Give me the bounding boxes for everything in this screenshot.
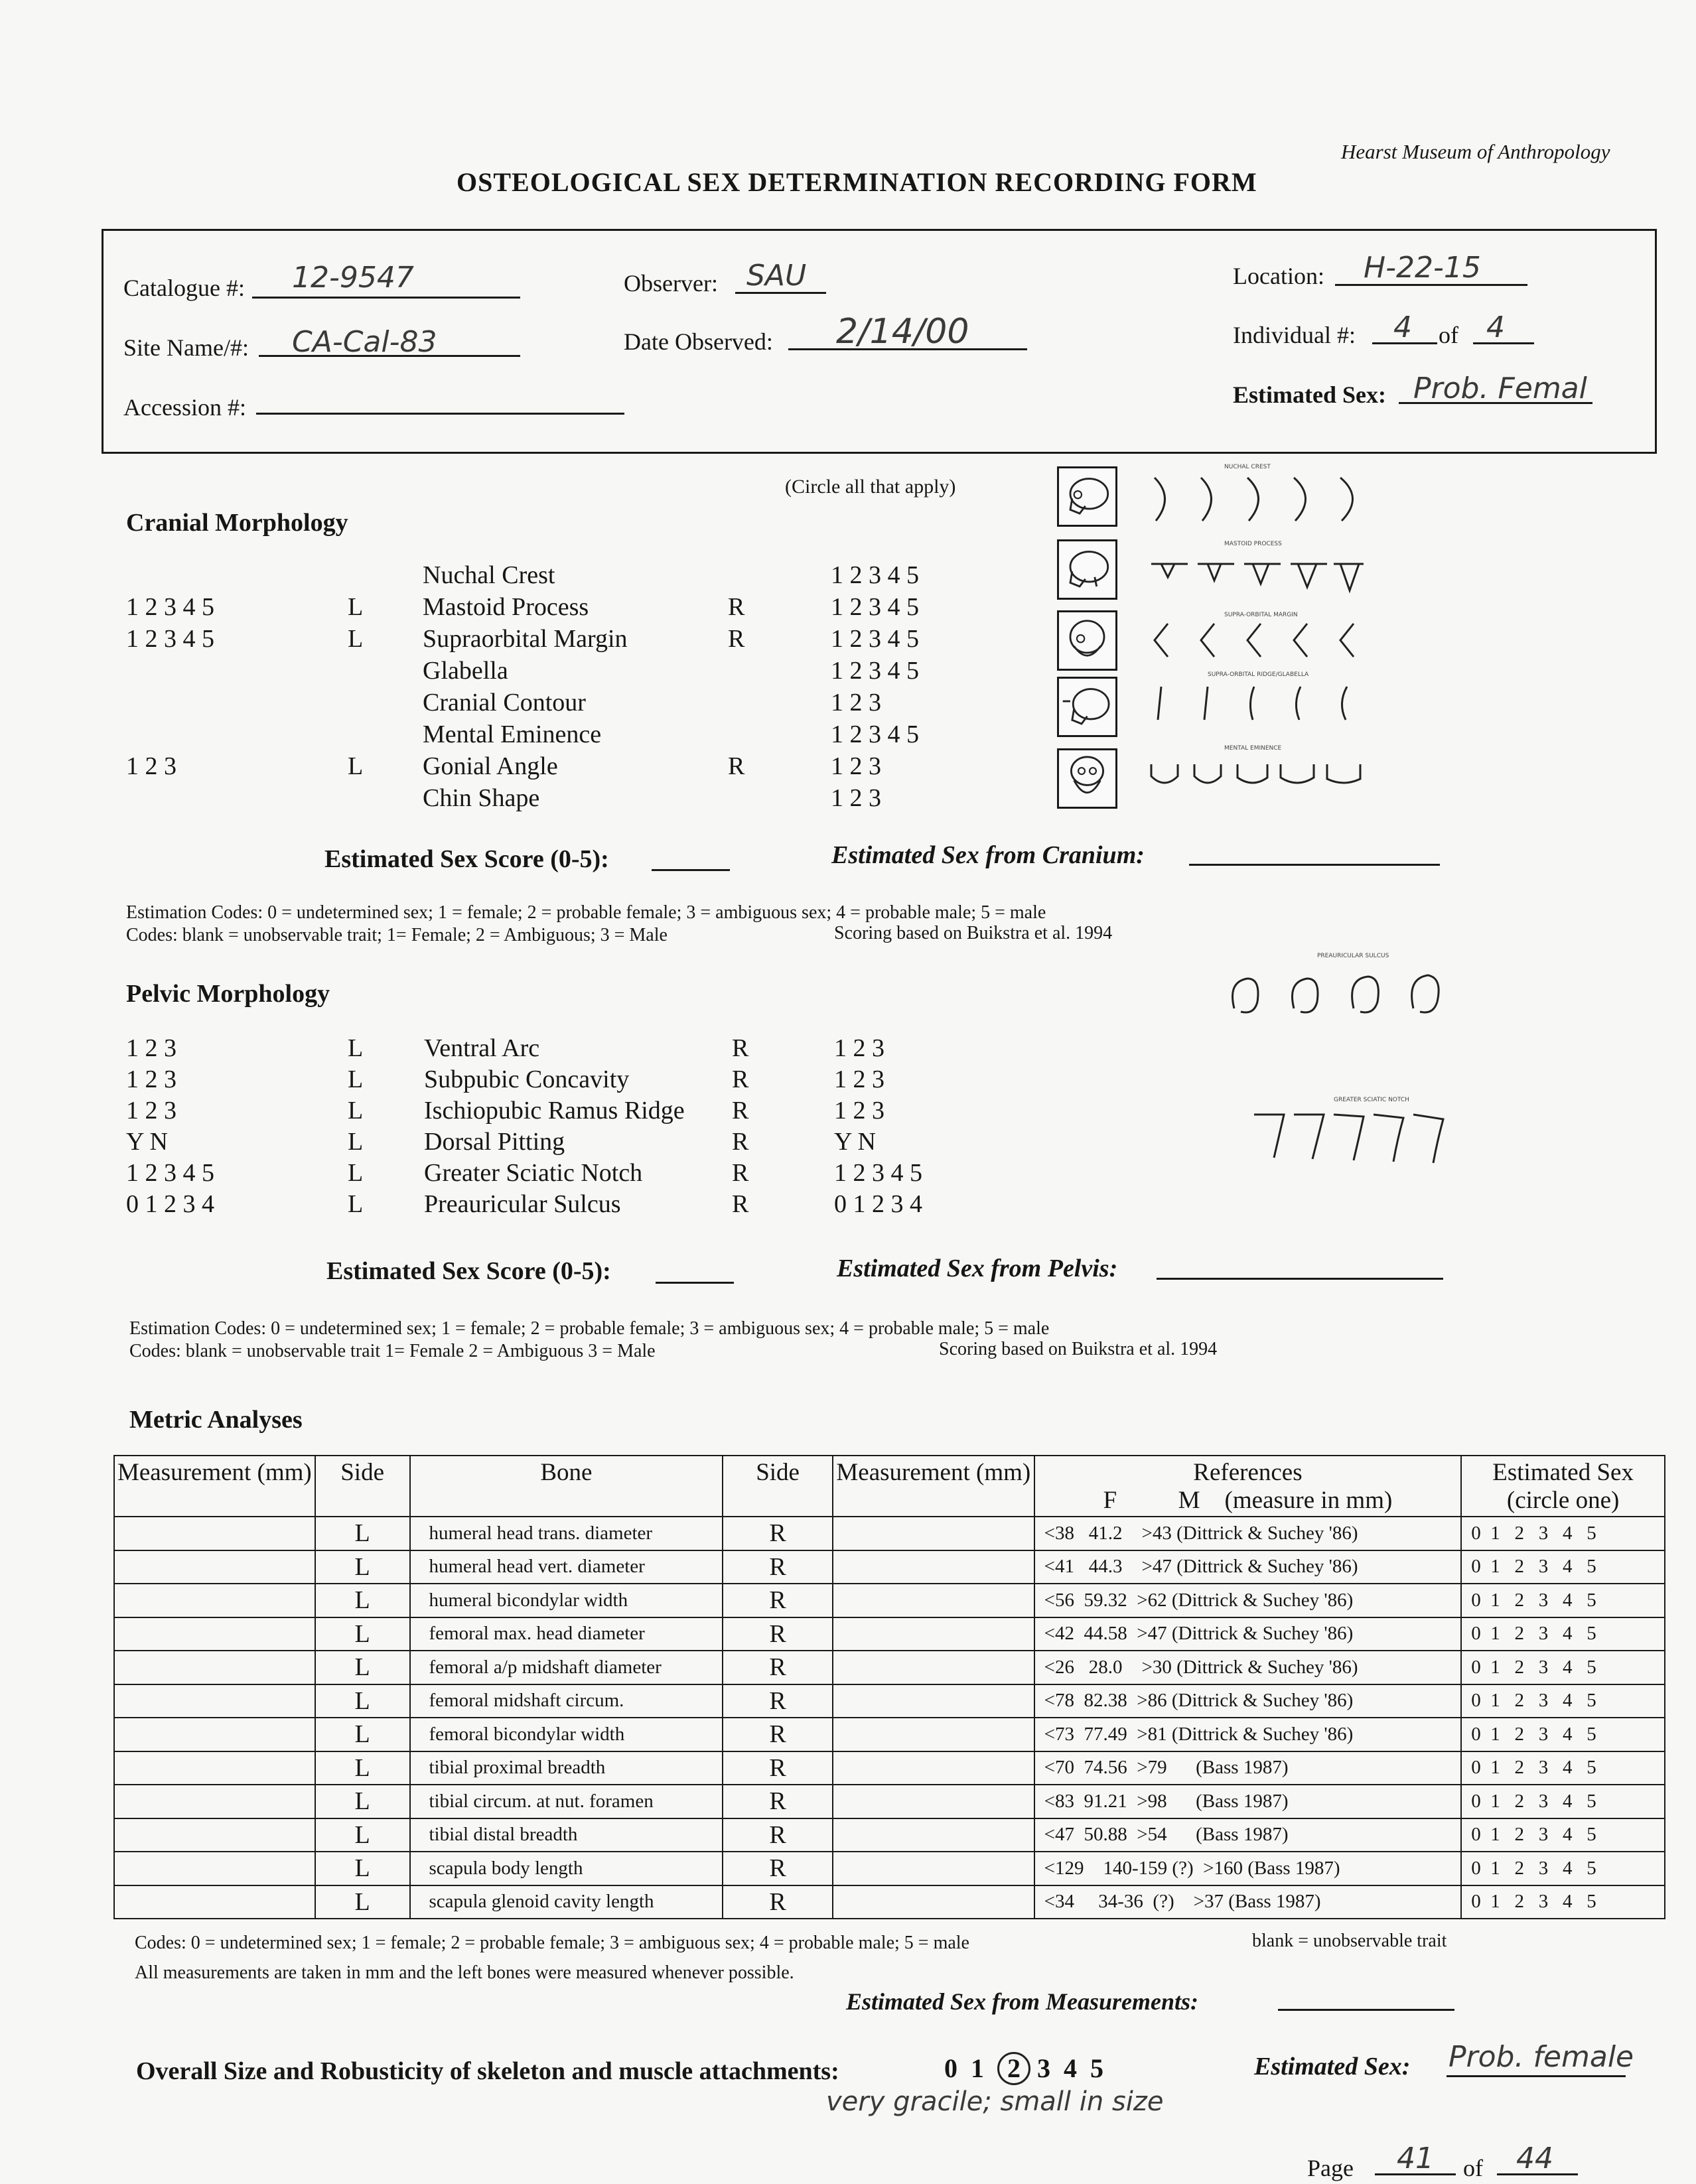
pelvic-right-side: R R R R R R (732, 1034, 749, 1218)
reference-cell: <78 82.38 >86 (Dittrick & Suchey '86) (1034, 1684, 1462, 1718)
side-left-cell[interactable]: L (315, 1684, 410, 1718)
measurement-left-cell[interactable] (114, 1751, 315, 1785)
reference-cell: <41 44.3 >47 (Dittrick & Suchey '86) (1034, 1550, 1462, 1584)
table-row (114, 1852, 1665, 1885)
table-row (114, 1751, 1665, 1785)
side-left-cell[interactable]: L (315, 1852, 410, 1885)
reference-cell: <26 28.0 >30 (Dittrick & Suchey '86) (1034, 1651, 1462, 1684)
measurement-right-cell[interactable] (833, 1751, 1034, 1785)
estimated-sex-cell[interactable]: 0 1 2 3 4 5 (1461, 1684, 1665, 1718)
side-right-cell[interactable]: R (723, 1517, 833, 1550)
overall-label: Overall Size and Robusticity of skeleton and muscle attachments: (136, 2057, 839, 2085)
side-left-cell[interactable]: L (315, 1584, 410, 1617)
measurement-right-cell[interactable] (833, 1818, 1034, 1852)
accession-line (256, 413, 624, 415)
overall-note: very gracile; small in size (826, 2086, 1164, 2117)
table-row (114, 1818, 1665, 1852)
pelvic-codes-2: Codes: blank = unobservable trait 1= Female 2 = Ambiguous 3 = Male (129, 1341, 656, 1361)
bone-cell: femoral a/p midshaft diameter (410, 1651, 723, 1684)
measurement-left-cell[interactable] (114, 1818, 315, 1852)
site-label: Site Name/#: (123, 334, 249, 361)
individual-total[interactable]: 4 (1486, 310, 1505, 344)
pelvic-sex-label: Estimated Sex from Pelvis: (837, 1255, 1118, 1282)
measurement-left-cell[interactable] (114, 1718, 315, 1751)
catalogue-value[interactable]: 12-9547 (292, 261, 414, 295)
measurement-left-cell[interactable] (114, 1550, 315, 1584)
header-bone: Bone (410, 1456, 723, 1517)
side-right-cell[interactable]: R (723, 1885, 833, 1919)
reference-cell: <34 34-36 (?) >37 (Bass 1987) (1034, 1885, 1462, 1919)
metric-title: Metric Analyses (129, 1406, 303, 1434)
cranial-score-line[interactable] (652, 869, 730, 871)
bone-cell: femoral midshaft circum. (410, 1684, 723, 1718)
estimated-sex-cell[interactable]: 0 1 2 3 4 5 (1461, 1852, 1665, 1885)
form-title: OSTEOLOGICAL SEX DETERMINATION RECORDING FORM (457, 167, 1257, 197)
museum-name: Hearst Museum of Anthropology (1341, 140, 1610, 163)
pelvic-left-scores: 1 2 3 1 2 3 1 2 3 Y N 1 2 3 4 5 0 1 2 3 4 (126, 1034, 214, 1218)
individual-value[interactable]: 4 (1393, 310, 1412, 344)
mental-eminence-diagram (1148, 756, 1367, 796)
supraorbital-diagram-label: SUPRA-ORBITAL MARGIN (1224, 612, 1298, 618)
bone-cell: humeral head vert. diameter (410, 1550, 723, 1584)
side-right-cell[interactable]: R (723, 1852, 833, 1885)
table-row (114, 1885, 1665, 1919)
observer-label: Observer: (624, 270, 718, 297)
cranial-sex-line[interactable] (1189, 864, 1440, 866)
est-sex-label: Estimated Sex: (1233, 381, 1386, 408)
skull-glabella-icon (1057, 677, 1117, 737)
cranial-right-scores: 1 2 3 4 5 1 2 3 4 5 1 2 3 4 5 1 2 3 4 5 1 2 3 1 2 3 4 5 1 2 3 1 2 3 (831, 561, 919, 812)
cranial-codes-1: Estimation Codes: 0 = undetermined sex; 1 = female; 2 = probable female; 3 = ambiguous sex; 4 = probable male; 5 = male (126, 902, 1046, 923)
header-measurement: Measurement (mm) (114, 1456, 315, 1517)
pelvic-left-side: L L L L L L (348, 1034, 364, 1218)
location-label: Location: (1233, 263, 1324, 289)
measurement-right-cell[interactable] (833, 1617, 1034, 1651)
reference-cell: <73 77.49 >81 (Dittrick & Suchey '86) (1034, 1718, 1462, 1751)
side-left-cell[interactable]: L (315, 1517, 410, 1550)
measurement-right-cell[interactable] (833, 1885, 1034, 1919)
measurement-left-cell[interactable] (114, 1617, 315, 1651)
cranial-sex-label: Estimated Sex from Cranium: (831, 841, 1145, 869)
estimated-sex-cell[interactable]: 0 1 2 3 4 5 (1461, 1718, 1665, 1751)
bone-cell: tibial circum. at nut. foramen (410, 1785, 723, 1818)
reference-cell: <83 91.21 >98 (Bass 1987) (1034, 1785, 1462, 1818)
catalogue-line (252, 297, 520, 299)
table-row (114, 1651, 1665, 1684)
measurement-right-cell[interactable] (833, 1584, 1034, 1617)
pelvic-right-scores: 1 2 3 1 2 3 1 2 3 Y N 1 2 3 4 5 0 1 2 3 4 (834, 1034, 922, 1218)
reference-cell: <56 59.32 >62 (Dittrick & Suchey '86) (1034, 1584, 1462, 1617)
site-value[interactable]: CA-Cal-83 (292, 325, 437, 359)
nuchal-crest-diagram-label: NUCHAL CREST (1224, 464, 1271, 470)
reference-cell: <42 44.58 >47 (Dittrick & Suchey '86) (1034, 1617, 1462, 1651)
metric-codes: Codes: 0 = undetermined sex; 1 = female; 2 = probable female; 3 = ambiguous sex; 4 = probable male; 5 = male (135, 1933, 969, 1953)
measurement-right-cell[interactable] (833, 1852, 1034, 1885)
measurement-left-cell[interactable] (114, 1852, 315, 1885)
accession-label: Accession #: (123, 394, 246, 421)
overall-circled[interactable]: 2 (997, 2052, 1030, 2085)
bone-cell: humeral head trans. diameter (410, 1517, 723, 1550)
side-right-cell[interactable]: R (723, 1584, 833, 1617)
measurement-right-cell[interactable] (833, 1550, 1034, 1584)
pelvic-traits: Ventral Arc Subpubic Concavity Ischiopubic Ramus Ridge Dorsal Pitting Greater Sciatic Notch Preauricular Sulcus (424, 1034, 685, 1218)
metric-note: All measurements are taken in mm and the left bones were measured whenever possible. (135, 1962, 794, 1983)
circle-note: (Circle all that apply) (785, 476, 956, 498)
measurement-left-cell[interactable] (114, 1684, 315, 1718)
overall-est-line (1447, 2075, 1626, 2077)
header-estimated-sex: Estimated Sex (circle one) (1461, 1456, 1665, 1517)
metric-blank-note: blank = unobservable trait (1252, 1931, 1447, 1951)
location-value[interactable]: H-22-15 (1364, 251, 1481, 285)
bone-cell: humeral bicondylar width (410, 1584, 723, 1617)
glabella-diagram-label: SUPRA-ORBITAL RIDGE/GLABELLA (1208, 671, 1309, 678)
table-row (114, 1550, 1665, 1584)
est-sex-value[interactable]: Prob. Femal (1413, 372, 1587, 405)
bone-cell: tibial distal breadth (410, 1818, 723, 1852)
bone-cell: femoral max. head diameter (410, 1617, 723, 1651)
estimated-sex-cell[interactable]: 0 1 2 3 4 5 (1461, 1751, 1665, 1785)
header-references: References F M (measure in mm) (1034, 1456, 1462, 1517)
side-right-cell[interactable]: R (723, 1785, 833, 1818)
measurement-left-cell[interactable] (114, 1651, 315, 1684)
cranial-scoring-note: Scoring based on Buikstra et al. 1994 (834, 923, 1113, 943)
side-left-cell[interactable]: L (315, 1818, 410, 1852)
measurement-left-cell[interactable] (114, 1517, 315, 1550)
reference-cell: <129 140-159 (?) >160 (Bass 1987) (1034, 1852, 1462, 1885)
side-left-cell[interactable]: L (315, 1785, 410, 1818)
side-right-cell[interactable]: R (723, 1617, 833, 1651)
page-label: Page (1307, 2155, 1354, 2181)
cranial-traits: Nuchal Crest Mastoid Process Supraorbital Margin Glabella Cranial Contour Mental Eminence Gonial Angle Chin Shape (423, 561, 628, 812)
measurement-right-cell[interactable] (833, 1785, 1034, 1818)
side-right-cell[interactable]: R (723, 1818, 833, 1852)
greater-sciatic-notch-diagram (1247, 1105, 1453, 1178)
side-left-cell[interactable]: L (315, 1550, 410, 1584)
bone-cell: femoral bicondylar width (410, 1718, 723, 1751)
cranial-right-side: R R R (728, 593, 745, 780)
side-right-cell[interactable]: R (723, 1550, 833, 1584)
table-row (114, 1617, 1665, 1651)
mental-eminence-diagram-label: MENTAL EMINENCE (1224, 745, 1282, 752)
table-row (114, 1584, 1665, 1617)
pelvic-codes-1: Estimation Codes: 0 = undetermined sex; 1 = female; 2 = probable female; 3 = ambiguous sex; 4 = probable male; 5 = male (129, 1318, 1050, 1339)
metric-sex-line[interactable] (1278, 2009, 1454, 2011)
skull-mastoid-icon (1057, 539, 1117, 600)
estimated-sex-cell[interactable]: 0 1 2 3 4 5 (1461, 1885, 1665, 1919)
estimated-sex-cell[interactable]: 0 1 2 3 4 5 (1461, 1517, 1665, 1550)
preauricular-diagram-label: PREAURICULAR SULCUS (1317, 953, 1389, 959)
mastoid-process-diagram (1148, 551, 1367, 597)
overall-scale: 0 1 2 3 4 5 (944, 2052, 1103, 2085)
side-right-cell[interactable]: R (723, 1751, 833, 1785)
table-row (114, 1718, 1665, 1751)
supraorbital-margin-diagram (1148, 617, 1367, 670)
observer-value[interactable]: SAU (746, 259, 807, 293)
measurement-right-cell[interactable] (833, 1718, 1034, 1751)
reference-cell: <38 41.2 >43 (Dittrick & Suchey '86) (1034, 1517, 1462, 1550)
header-side-left: Side (315, 1456, 410, 1517)
skull-lateral-icon (1057, 466, 1117, 527)
side-left-cell[interactable]: L (315, 1885, 410, 1919)
table-row (114, 1785, 1665, 1818)
pelvic-scoring-note: Scoring based on Buikstra et al. 1994 (939, 1339, 1218, 1359)
reference-cell: <47 50.88 >54 (Bass 1987) (1034, 1818, 1462, 1852)
skull-mandible-icon (1057, 748, 1117, 809)
side-right-cell[interactable]: R (723, 1684, 833, 1718)
pelvic-score-label: Estimated Sex Score (0-5): (326, 1257, 611, 1285)
metric-sex-label: Estimated Sex from Measurements: (846, 1988, 1199, 2015)
bone-cell: tibial proximal breadth (410, 1751, 723, 1785)
side-right-cell[interactable]: R (723, 1651, 833, 1684)
measurement-right-cell[interactable] (833, 1684, 1034, 1718)
pelvic-title: Pelvic Morphology (126, 980, 330, 1008)
side-left-cell[interactable]: L (315, 1751, 410, 1785)
estimated-sex-cell[interactable]: 0 1 2 3 4 5 (1461, 1584, 1665, 1617)
cranial-left-scores: 1 2 3 4 5 1 2 3 4 5 1 2 3 (126, 593, 214, 780)
estimated-sex-cell[interactable]: 0 1 2 3 4 5 (1461, 1818, 1665, 1852)
date-value[interactable]: 2/14/00 (836, 312, 969, 352)
side-left-cell[interactable]: L (315, 1617, 410, 1651)
measurement-left-cell[interactable] (114, 1584, 315, 1617)
cranial-score-label: Estimated Sex Score (0-5): (324, 845, 609, 873)
glabella-diagram (1148, 680, 1367, 740)
pelvic-sex-line[interactable] (1157, 1278, 1443, 1280)
date-label: Date Observed: (624, 328, 773, 355)
bone-cell: scapula body length (410, 1852, 723, 1885)
measurement-left-cell[interactable] (114, 1885, 315, 1919)
page-total[interactable]: 44 (1516, 2142, 1553, 2175)
measurement-right-cell[interactable] (833, 1651, 1034, 1684)
individual-label: Individual #: (1233, 322, 1356, 348)
sciatic-notch-diagram-label: GREATER SCIATIC NOTCH (1334, 1097, 1409, 1103)
side-left-cell[interactable]: L (315, 1718, 410, 1751)
pelvic-score-line[interactable] (656, 1282, 734, 1284)
page-of-label: of (1463, 2155, 1483, 2181)
nuchal-crest-diagram (1148, 471, 1367, 531)
side-left-cell[interactable]: L (315, 1651, 410, 1684)
measurement-right-cell[interactable] (833, 1517, 1034, 1550)
cranial-codes-2: Codes: blank = unobservable trait; 1= Female; 2 = Ambiguous; 3 = Male (126, 925, 668, 945)
page-value[interactable]: 41 (1397, 2142, 1434, 2175)
metric-table (113, 1455, 1665, 1919)
skull-frontal-icon (1057, 610, 1117, 671)
measurement-left-cell[interactable] (114, 1785, 315, 1818)
bone-cell: scapula glenoid cavity length (410, 1885, 723, 1919)
estimated-sex-cell[interactable]: 0 1 2 3 4 5 (1461, 1651, 1665, 1684)
preauricular-sulcus-diagram (1221, 962, 1466, 1035)
table-row (114, 1684, 1665, 1718)
side-right-cell[interactable]: R (723, 1718, 833, 1751)
catalogue-label: Catalogue #: (123, 275, 245, 301)
estimated-sex-cell[interactable]: 0 1 2 3 4 5 (1461, 1550, 1665, 1584)
overall-est-value[interactable]: Prob. female (1449, 2040, 1634, 2074)
table-row (114, 1517, 1665, 1550)
header-side-right: Side (723, 1456, 833, 1517)
mastoid-diagram-label: MASTOID PROCESS (1224, 541, 1282, 547)
individual-of-label: of (1439, 322, 1458, 348)
overall-est-label: Estimated Sex: (1254, 2053, 1411, 2081)
cranial-left-side: L L L (348, 593, 364, 780)
estimated-sex-cell[interactable]: 0 1 2 3 4 5 (1461, 1785, 1665, 1818)
header-measurement-right: Measurement (mm) (833, 1456, 1034, 1517)
estimated-sex-cell[interactable]: 0 1 2 3 4 5 (1461, 1617, 1665, 1651)
reference-cell: <70 74.56 >79 (Bass 1987) (1034, 1751, 1462, 1785)
cranial-title: Cranial Morphology (126, 509, 348, 537)
